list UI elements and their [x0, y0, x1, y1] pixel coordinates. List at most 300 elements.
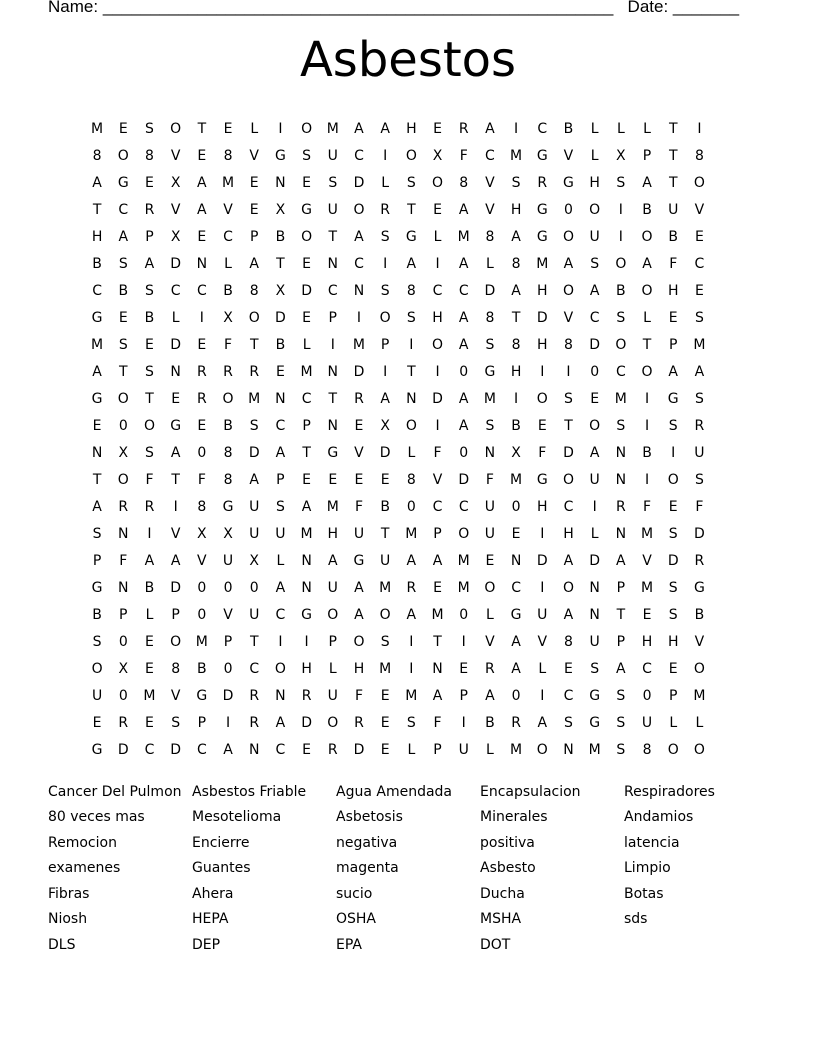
grid-letter[interactable]: I: [697, 120, 702, 137]
grid-letter[interactable]: C: [144, 741, 155, 758]
grid-letter[interactable]: T: [380, 525, 390, 542]
grid-letter[interactable]: U: [327, 201, 338, 218]
grid-letter[interactable]: S: [616, 309, 626, 326]
grid-letter[interactable]: 8: [223, 471, 233, 488]
grid-letter[interactable]: D: [353, 363, 365, 380]
grid-letter[interactable]: O: [562, 228, 574, 245]
grid-letter[interactable]: E: [380, 741, 390, 758]
grid-letter[interactable]: R: [118, 714, 129, 731]
grid-letter[interactable]: V: [223, 201, 233, 218]
grid-letter[interactable]: A: [275, 444, 286, 461]
grid-letter[interactable]: D: [667, 552, 679, 569]
grid-letter[interactable]: S: [406, 174, 416, 191]
grid-letter[interactable]: U: [458, 741, 469, 758]
grid-letter[interactable]: B: [563, 120, 574, 137]
grid-letter[interactable]: O: [589, 417, 601, 434]
grid-letter[interactable]: 8: [564, 633, 573, 650]
grid-letter[interactable]: O: [405, 417, 417, 434]
grid-letter[interactable]: R: [223, 363, 233, 380]
grid-letter[interactable]: P: [616, 579, 626, 596]
grid-letter[interactable]: 8: [197, 498, 207, 515]
grid-letter[interactable]: G: [484, 363, 496, 380]
grid-letter[interactable]: L: [486, 255, 494, 272]
grid-letter[interactable]: D: [222, 687, 234, 704]
grid-letter[interactable]: O: [117, 147, 129, 164]
grid-letter[interactable]: P: [197, 714, 207, 731]
grid-letter[interactable]: P: [145, 228, 154, 245]
grid-letter[interactable]: X: [380, 417, 390, 434]
grid-letter[interactable]: H: [641, 633, 653, 650]
grid-letter[interactable]: A: [694, 363, 705, 380]
grid-letter[interactable]: L: [302, 336, 311, 353]
grid-letter[interactable]: V: [170, 687, 181, 704]
grid-letter[interactable]: M: [379, 579, 392, 596]
grid-letter[interactable]: E: [302, 174, 312, 191]
grid-letter[interactable]: A: [92, 363, 102, 380]
grid-letter[interactable]: A: [485, 687, 495, 704]
grid-letter[interactable]: D: [248, 444, 260, 461]
grid-letter[interactable]: A: [144, 552, 155, 569]
grid-letter[interactable]: S: [616, 174, 626, 191]
grid-letter[interactable]: A: [118, 228, 129, 245]
grid-letter[interactable]: O: [615, 255, 627, 272]
grid-letter[interactable]: S: [249, 417, 259, 434]
grid-letter[interactable]: N: [301, 552, 312, 569]
grid-letter[interactable]: S: [564, 714, 573, 731]
grid-letter[interactable]: N: [589, 606, 600, 623]
grid-letter[interactable]: L: [538, 660, 547, 677]
grid-letter[interactable]: I: [644, 417, 650, 434]
grid-letter[interactable]: T: [92, 471, 102, 488]
grid-letter[interactable]: I: [514, 390, 519, 407]
grid-letter[interactable]: S: [668, 606, 678, 623]
grid-letter[interactable]: H: [510, 363, 522, 380]
grid-letter[interactable]: S: [668, 579, 678, 596]
grid-letter[interactable]: G: [536, 201, 548, 218]
grid-letter[interactable]: O: [274, 660, 286, 677]
grid-letter[interactable]: O: [562, 579, 574, 596]
grid-letter[interactable]: U: [484, 498, 496, 515]
grid-letter[interactable]: N: [432, 660, 443, 677]
grid-letter[interactable]: B: [223, 282, 233, 299]
grid-letter[interactable]: G: [91, 309, 103, 326]
grid-letter[interactable]: 8: [406, 471, 416, 488]
grid-letter[interactable]: B: [511, 417, 521, 434]
grid-letter[interactable]: A: [616, 660, 626, 677]
grid-letter[interactable]: V: [563, 309, 574, 326]
grid-letter[interactable]: R: [694, 417, 705, 434]
grid-letter[interactable]: U: [222, 552, 234, 569]
grid-letter[interactable]: A: [511, 660, 521, 677]
grid-letter[interactable]: T: [328, 390, 338, 407]
grid-letter[interactable]: A: [511, 228, 521, 245]
grid-letter[interactable]: M: [536, 255, 549, 272]
grid-letter[interactable]: L: [381, 174, 390, 191]
grid-letter[interactable]: E: [668, 660, 678, 677]
grid-letter[interactable]: S: [92, 633, 102, 650]
grid-letter[interactable]: P: [642, 147, 652, 164]
grid-letter[interactable]: G: [405, 228, 417, 245]
grid-letter[interactable]: 8: [92, 147, 102, 164]
grid-letter[interactable]: U: [327, 147, 338, 164]
grid-letter[interactable]: D: [458, 471, 470, 488]
grid-letter[interactable]: C: [196, 282, 207, 299]
grid-letter[interactable]: V: [642, 552, 652, 569]
grid-letter[interactable]: V: [563, 147, 574, 164]
grid-letter[interactable]: A: [458, 417, 469, 434]
grid-letter[interactable]: O: [379, 606, 391, 623]
grid-letter[interactable]: H: [563, 525, 574, 542]
grid-letter[interactable]: N: [248, 741, 260, 758]
grid-letter[interactable]: G: [589, 687, 601, 704]
grid-letter[interactable]: S: [328, 174, 338, 191]
grid-letter[interactable]: I: [435, 255, 440, 272]
grid-letter[interactable]: D: [432, 390, 443, 407]
grid-letter[interactable]: N: [615, 444, 627, 461]
grid-letter[interactable]: G: [536, 471, 548, 488]
grid-letter[interactable]: T: [564, 417, 573, 434]
grid-letter[interactable]: C: [275, 606, 286, 623]
grid-letter[interactable]: D: [484, 282, 496, 299]
grid-letter[interactable]: L: [590, 147, 599, 164]
grid-letter[interactable]: O: [327, 714, 339, 731]
grid-letter[interactable]: M: [457, 552, 470, 569]
grid-letter[interactable]: S: [380, 633, 390, 650]
grid-letter[interactable]: B: [144, 309, 155, 326]
grid-letter[interactable]: M: [693, 687, 706, 704]
grid-letter[interactable]: S: [511, 174, 521, 191]
grid-letter[interactable]: A: [170, 552, 181, 569]
grid-letter[interactable]: U: [484, 525, 496, 542]
grid-letter[interactable]: V: [432, 471, 443, 488]
grid-letter[interactable]: P: [668, 336, 678, 353]
grid-letter[interactable]: I: [278, 120, 283, 137]
grid-letter[interactable]: T: [276, 255, 285, 272]
grid-letter[interactable]: U: [589, 633, 600, 650]
grid-letter[interactable]: A: [458, 390, 469, 407]
grid-letter[interactable]: P: [616, 633, 626, 650]
grid-letter[interactable]: I: [540, 579, 545, 596]
grid-letter[interactable]: A: [432, 687, 443, 704]
grid-letter[interactable]: O: [432, 336, 444, 353]
grid-letter[interactable]: P: [380, 336, 390, 353]
grid-letter[interactable]: E: [380, 687, 390, 704]
grid-letter[interactable]: S: [590, 255, 600, 272]
grid-letter[interactable]: S: [145, 363, 154, 380]
grid-letter[interactable]: X: [170, 174, 181, 191]
grid-letter[interactable]: C: [327, 282, 338, 299]
grid-letter[interactable]: T: [668, 174, 678, 191]
grid-letter[interactable]: M: [195, 633, 208, 650]
grid-letter[interactable]: N: [118, 525, 129, 542]
grid-letter[interactable]: E: [328, 471, 338, 488]
grid-letter[interactable]: O: [117, 471, 129, 488]
grid-letter[interactable]: L: [486, 741, 494, 758]
grid-letter[interactable]: H: [537, 336, 548, 353]
grid-letter[interactable]: T: [197, 120, 207, 137]
grid-letter[interactable]: V: [249, 147, 259, 164]
grid-letter[interactable]: H: [353, 660, 365, 677]
grid-letter[interactable]: V: [170, 201, 181, 218]
grid-letter[interactable]: M: [483, 390, 496, 407]
grid-letter[interactable]: I: [356, 309, 362, 326]
grid-letter[interactable]: E: [668, 498, 678, 515]
grid-letter[interactable]: R: [615, 498, 626, 515]
grid-letter[interactable]: E: [694, 228, 704, 245]
grid-letter[interactable]: C: [170, 282, 181, 299]
grid-letter[interactable]: I: [225, 714, 231, 731]
grid-letter[interactable]: A: [537, 714, 548, 731]
grid-letter[interactable]: M: [143, 687, 156, 704]
grid-letter[interactable]: M: [91, 120, 104, 137]
grid-letter[interactable]: G: [117, 174, 129, 191]
grid-letter[interactable]: I: [461, 633, 466, 650]
grid-letter[interactable]: G: [91, 741, 103, 758]
grid-letter[interactable]: S: [668, 525, 678, 542]
grid-letter[interactable]: 8: [223, 147, 233, 164]
grid-letter[interactable]: C: [694, 255, 705, 272]
grid-letter[interactable]: C: [563, 498, 574, 515]
grid-letter[interactable]: I: [383, 147, 388, 164]
grid-letter[interactable]: P: [459, 687, 468, 704]
grid-letter[interactable]: L: [276, 552, 285, 569]
grid-letter[interactable]: T: [616, 606, 626, 623]
grid-letter[interactable]: M: [300, 525, 313, 542]
grid-letter[interactable]: E: [668, 309, 678, 326]
grid-letter[interactable]: D: [536, 552, 548, 569]
grid-letter[interactable]: O: [589, 201, 601, 218]
grid-letter[interactable]: E: [302, 255, 312, 272]
grid-letter[interactable]: S: [145, 444, 154, 461]
grid-letter[interactable]: T: [249, 336, 259, 353]
grid-letter[interactable]: 0: [459, 444, 469, 461]
grid-letter[interactable]: R: [249, 714, 260, 731]
grid-letter[interactable]: I: [592, 498, 597, 515]
grid-letter[interactable]: S: [406, 309, 416, 326]
grid-letter[interactable]: H: [301, 660, 312, 677]
grid-letter[interactable]: L: [171, 309, 180, 326]
grid-letter[interactable]: S: [275, 498, 285, 515]
grid-letter[interactable]: R: [537, 174, 548, 191]
grid-letter[interactable]: L: [407, 741, 416, 758]
grid-letter[interactable]: N: [118, 579, 129, 596]
grid-letter[interactable]: C: [354, 255, 364, 272]
grid-letter[interactable]: S: [564, 390, 573, 407]
grid-letter[interactable]: I: [461, 714, 466, 731]
grid-letter[interactable]: N: [327, 363, 339, 380]
grid-letter[interactable]: E: [145, 714, 154, 731]
grid-letter[interactable]: O: [248, 309, 260, 326]
grid-letter[interactable]: S: [485, 336, 495, 353]
grid-letter[interactable]: 8: [511, 336, 521, 353]
grid-letter[interactable]: G: [667, 390, 679, 407]
grid-letter[interactable]: 8: [223, 444, 233, 461]
grid-letter[interactable]: H: [667, 282, 679, 299]
grid-letter[interactable]: B: [642, 201, 652, 218]
grid-letter[interactable]: O: [353, 201, 365, 218]
grid-letter[interactable]: A: [354, 228, 364, 245]
grid-letter[interactable]: E: [249, 174, 259, 191]
grid-letter[interactable]: S: [118, 336, 128, 353]
grid-letter[interactable]: 8: [564, 336, 573, 353]
grid-letter[interactable]: X: [223, 525, 233, 542]
grid-letter[interactable]: C: [92, 282, 102, 299]
grid-letter[interactable]: 8: [485, 228, 495, 245]
grid-letter[interactable]: S: [118, 255, 128, 272]
grid-letter[interactable]: 8: [459, 174, 469, 191]
grid-letter[interactable]: I: [644, 390, 650, 407]
grid-letter[interactable]: O: [117, 390, 129, 407]
grid-letter[interactable]: O: [379, 309, 391, 326]
grid-letter[interactable]: C: [432, 498, 443, 515]
grid-letter[interactable]: T: [668, 147, 678, 164]
grid-letter[interactable]: L: [407, 444, 416, 461]
grid-letter[interactable]: N: [275, 390, 286, 407]
grid-letter[interactable]: U: [327, 687, 338, 704]
grid-letter[interactable]: C: [301, 390, 312, 407]
grid-letter[interactable]: G: [170, 417, 182, 434]
grid-letter[interactable]: U: [537, 606, 548, 623]
grid-letter[interactable]: E: [197, 147, 207, 164]
grid-letter[interactable]: C: [589, 309, 600, 326]
grid-letter[interactable]: S: [668, 417, 678, 434]
grid-letter[interactable]: D: [301, 714, 312, 731]
grid-letter[interactable]: 8: [145, 147, 154, 164]
grid-letter[interactable]: A: [354, 579, 364, 596]
grid-letter[interactable]: A: [511, 282, 521, 299]
grid-letter[interactable]: R: [485, 660, 495, 677]
grid-letter[interactable]: T: [249, 633, 259, 650]
grid-letter[interactable]: X: [616, 147, 626, 164]
grid-letter[interactable]: B: [144, 579, 155, 596]
grid-letter[interactable]: C: [118, 201, 129, 218]
grid-letter[interactable]: F: [433, 444, 442, 461]
grid-letter[interactable]: C: [563, 687, 574, 704]
grid-letter[interactable]: V: [537, 633, 548, 650]
grid-letter[interactable]: V: [485, 174, 495, 191]
grid-letter[interactable]: B: [616, 282, 626, 299]
grid-letter[interactable]: T: [668, 120, 678, 137]
grid-letter[interactable]: O: [693, 174, 705, 191]
grid-letter[interactable]: I: [618, 228, 623, 245]
grid-letter[interactable]: N: [91, 444, 103, 461]
grid-letter[interactable]: H: [537, 498, 548, 515]
grid-letter[interactable]: 0: [511, 687, 521, 704]
grid-letter[interactable]: C: [354, 147, 364, 164]
grid-letter[interactable]: U: [353, 525, 365, 542]
grid-letter[interactable]: A: [458, 309, 469, 326]
grid-letter[interactable]: E: [485, 552, 495, 569]
grid-letter[interactable]: E: [145, 660, 154, 677]
grid-letter[interactable]: I: [147, 525, 152, 542]
grid-letter[interactable]: N: [406, 390, 417, 407]
grid-letter[interactable]: N: [275, 687, 286, 704]
grid-letter[interactable]: A: [563, 552, 574, 569]
grid-letter[interactable]: U: [275, 525, 286, 542]
grid-letter[interactable]: V: [223, 606, 233, 623]
grid-letter[interactable]: D: [117, 741, 129, 758]
grid-letter[interactable]: E: [302, 741, 312, 758]
grid-letter[interactable]: O: [170, 120, 182, 137]
grid-letter[interactable]: G: [222, 498, 234, 515]
grid-letter[interactable]: D: [353, 174, 365, 191]
grid-letter[interactable]: V: [354, 444, 364, 461]
grid-letter[interactable]: R: [196, 363, 207, 380]
grid-letter[interactable]: A: [301, 498, 312, 515]
grid-letter[interactable]: I: [618, 201, 623, 218]
grid-letter[interactable]: O: [562, 282, 574, 299]
grid-letter[interactable]: U: [589, 471, 600, 488]
grid-letter[interactable]: E: [590, 390, 600, 407]
grid-letter[interactable]: I: [435, 363, 440, 380]
grid-letter[interactable]: G: [536, 147, 548, 164]
grid-letter[interactable]: M: [379, 660, 392, 677]
grid-letter[interactable]: E: [459, 660, 469, 677]
grid-letter[interactable]: T: [171, 471, 180, 488]
grid-letter[interactable]: C: [485, 147, 495, 164]
grid-letter[interactable]: 0: [459, 363, 469, 380]
grid-letter[interactable]: I: [409, 660, 414, 677]
grid-letter[interactable]: 0: [406, 498, 416, 515]
grid-letter[interactable]: P: [92, 552, 102, 569]
grid-letter[interactable]: R: [249, 363, 260, 380]
grid-letter[interactable]: S: [485, 417, 495, 434]
grid-letter[interactable]: M: [457, 228, 470, 245]
grid-letter[interactable]: E: [537, 417, 547, 434]
grid-letter[interactable]: P: [433, 741, 442, 758]
grid-letter[interactable]: V: [485, 633, 495, 650]
grid-letter[interactable]: M: [405, 525, 418, 542]
grid-letter[interactable]: L: [224, 255, 232, 272]
grid-letter[interactable]: C: [511, 579, 521, 596]
grid-letter[interactable]: X: [118, 660, 129, 677]
grid-letter[interactable]: 0: [118, 417, 128, 434]
grid-letter[interactable]: A: [144, 255, 155, 272]
grid-letter[interactable]: N: [484, 444, 496, 461]
grid-letter[interactable]: E: [275, 363, 285, 380]
grid-letter[interactable]: 0: [459, 606, 469, 623]
grid-letter[interactable]: A: [616, 552, 626, 569]
grid-letter[interactable]: A: [223, 741, 233, 758]
grid-letter[interactable]: A: [406, 606, 417, 623]
grid-letter[interactable]: B: [694, 606, 705, 623]
grid-letter[interactable]: S: [380, 228, 390, 245]
grid-letter[interactable]: D: [563, 444, 574, 461]
grid-letter[interactable]: R: [196, 390, 207, 407]
grid-letter[interactable]: C: [275, 417, 286, 434]
grid-letter[interactable]: L: [433, 228, 442, 245]
grid-letter[interactable]: P: [276, 471, 285, 488]
grid-letter[interactable]: N: [275, 174, 286, 191]
grid-letter[interactable]: O: [615, 336, 627, 353]
grid-letter[interactable]: G: [91, 579, 103, 596]
grid-letter[interactable]: I: [540, 525, 545, 542]
grid-letter[interactable]: S: [616, 687, 626, 704]
grid-letter[interactable]: R: [327, 741, 338, 758]
grid-letter[interactable]: E: [92, 714, 102, 731]
grid-letter[interactable]: R: [249, 687, 260, 704]
grid-letter[interactable]: T: [119, 363, 128, 380]
name-blank[interactable]: ______________________________________________________: [102, 0, 614, 16]
grid-letter[interactable]: A: [432, 552, 443, 569]
grid-letter[interactable]: E: [197, 228, 207, 245]
grid-letter[interactable]: F: [433, 714, 442, 731]
grid-letter[interactable]: I: [383, 255, 388, 272]
grid-letter[interactable]: S: [694, 309, 704, 326]
grid-letter[interactable]: D: [170, 336, 182, 353]
grid-letter[interactable]: T: [302, 444, 311, 461]
grid-letter[interactable]: M: [300, 363, 313, 380]
